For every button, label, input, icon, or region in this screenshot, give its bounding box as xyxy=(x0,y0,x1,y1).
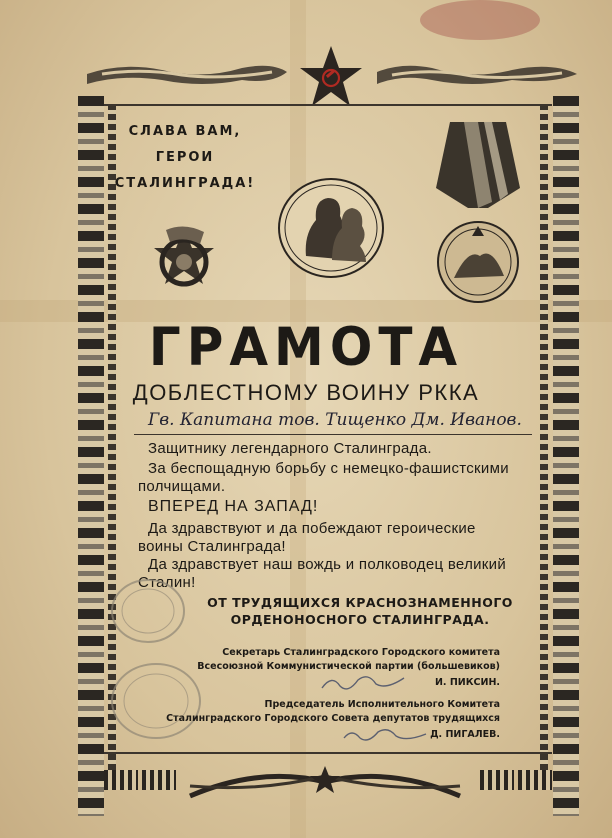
slava-line-2: ГЕРОИ xyxy=(155,150,215,165)
slava-line-1: СЛАВА ВАМ, xyxy=(128,124,242,139)
order-red-banner-icon xyxy=(148,222,220,302)
signature-2-role-line-1: Председатель Исполнительного Комитета xyxy=(264,699,500,710)
stamp-seal xyxy=(108,576,188,646)
body-line-leader-cont: Сталин! xyxy=(138,574,196,591)
slava-line-3: СТАЛИНГРАДА! xyxy=(114,176,256,191)
certificate-subtitle: ДОБЛЕСТНОМУ ВОИНУ РККА xyxy=(132,380,480,405)
signature-1-name: И. ПИКСИН. xyxy=(434,677,500,688)
body-line-heroes: Да здравствуют и да побеждают героические xyxy=(148,520,476,537)
recipient-name: Гв. Капитана тов. Тищенко Дм. Иванов. xyxy=(148,410,522,430)
body-line-struggle-cont: полчищами. xyxy=(138,478,226,495)
top-frame-line xyxy=(104,104,552,106)
body-line-heroes-cont: воины Сталинграда! xyxy=(138,538,286,555)
from-line-1: ОТ ТРУДЯЩИХСЯ КРАСНОЗНАМЕННОГО xyxy=(207,595,513,610)
body-line-defender: Защитнику легендарного Сталинграда. xyxy=(148,440,432,457)
crossed-rifles-icon xyxy=(180,756,470,802)
bottom-ornament-right xyxy=(480,770,514,790)
body-line-westward: ВПЕРЕД НА ЗАПАД! xyxy=(148,498,319,515)
stalingrad-medal-icon xyxy=(428,118,528,308)
signature-2-name: Д. ПИГАЛЕВ. xyxy=(430,729,500,740)
left-laurel-banner xyxy=(82,60,292,88)
bottom-ornament-right-2 xyxy=(518,770,552,790)
from-line-2: ОРДЕНОНОСНОГО СТАЛИНГРАДА. xyxy=(230,612,490,627)
bottom-ornament-left-2 xyxy=(142,770,176,790)
recipient-underline xyxy=(134,434,532,435)
body-line-struggle: За беспощадную борьбу с немецко-фашистскими xyxy=(148,460,509,477)
right-border-ornament xyxy=(553,96,579,816)
right-inner-border xyxy=(540,104,548,778)
bottom-ornament-left xyxy=(104,770,138,790)
left-border-ornament xyxy=(78,96,104,816)
bottom-frame-line xyxy=(104,752,552,754)
signature-1-role-line-2: Всесоюзной Коммунистической партии (большевиков) xyxy=(197,661,500,672)
signature-1-role-line-1: Секретарь Сталинградского Городского комитета xyxy=(222,647,500,658)
handwritten-signature xyxy=(318,668,408,696)
handwritten-signature xyxy=(340,722,430,748)
certificate-title: ГРАМОТА xyxy=(148,316,464,378)
paper-stain xyxy=(420,0,540,40)
right-laurel-banner xyxy=(372,60,582,88)
body-line-leader: Да здравствует наш вождь и полководец великий xyxy=(148,556,507,573)
leaders-portrait-medallion xyxy=(276,176,386,280)
signature-2-role-line-2: Сталинградского Городского Совета депутатов трудящихся xyxy=(166,713,500,724)
red-star-icon xyxy=(298,44,364,110)
